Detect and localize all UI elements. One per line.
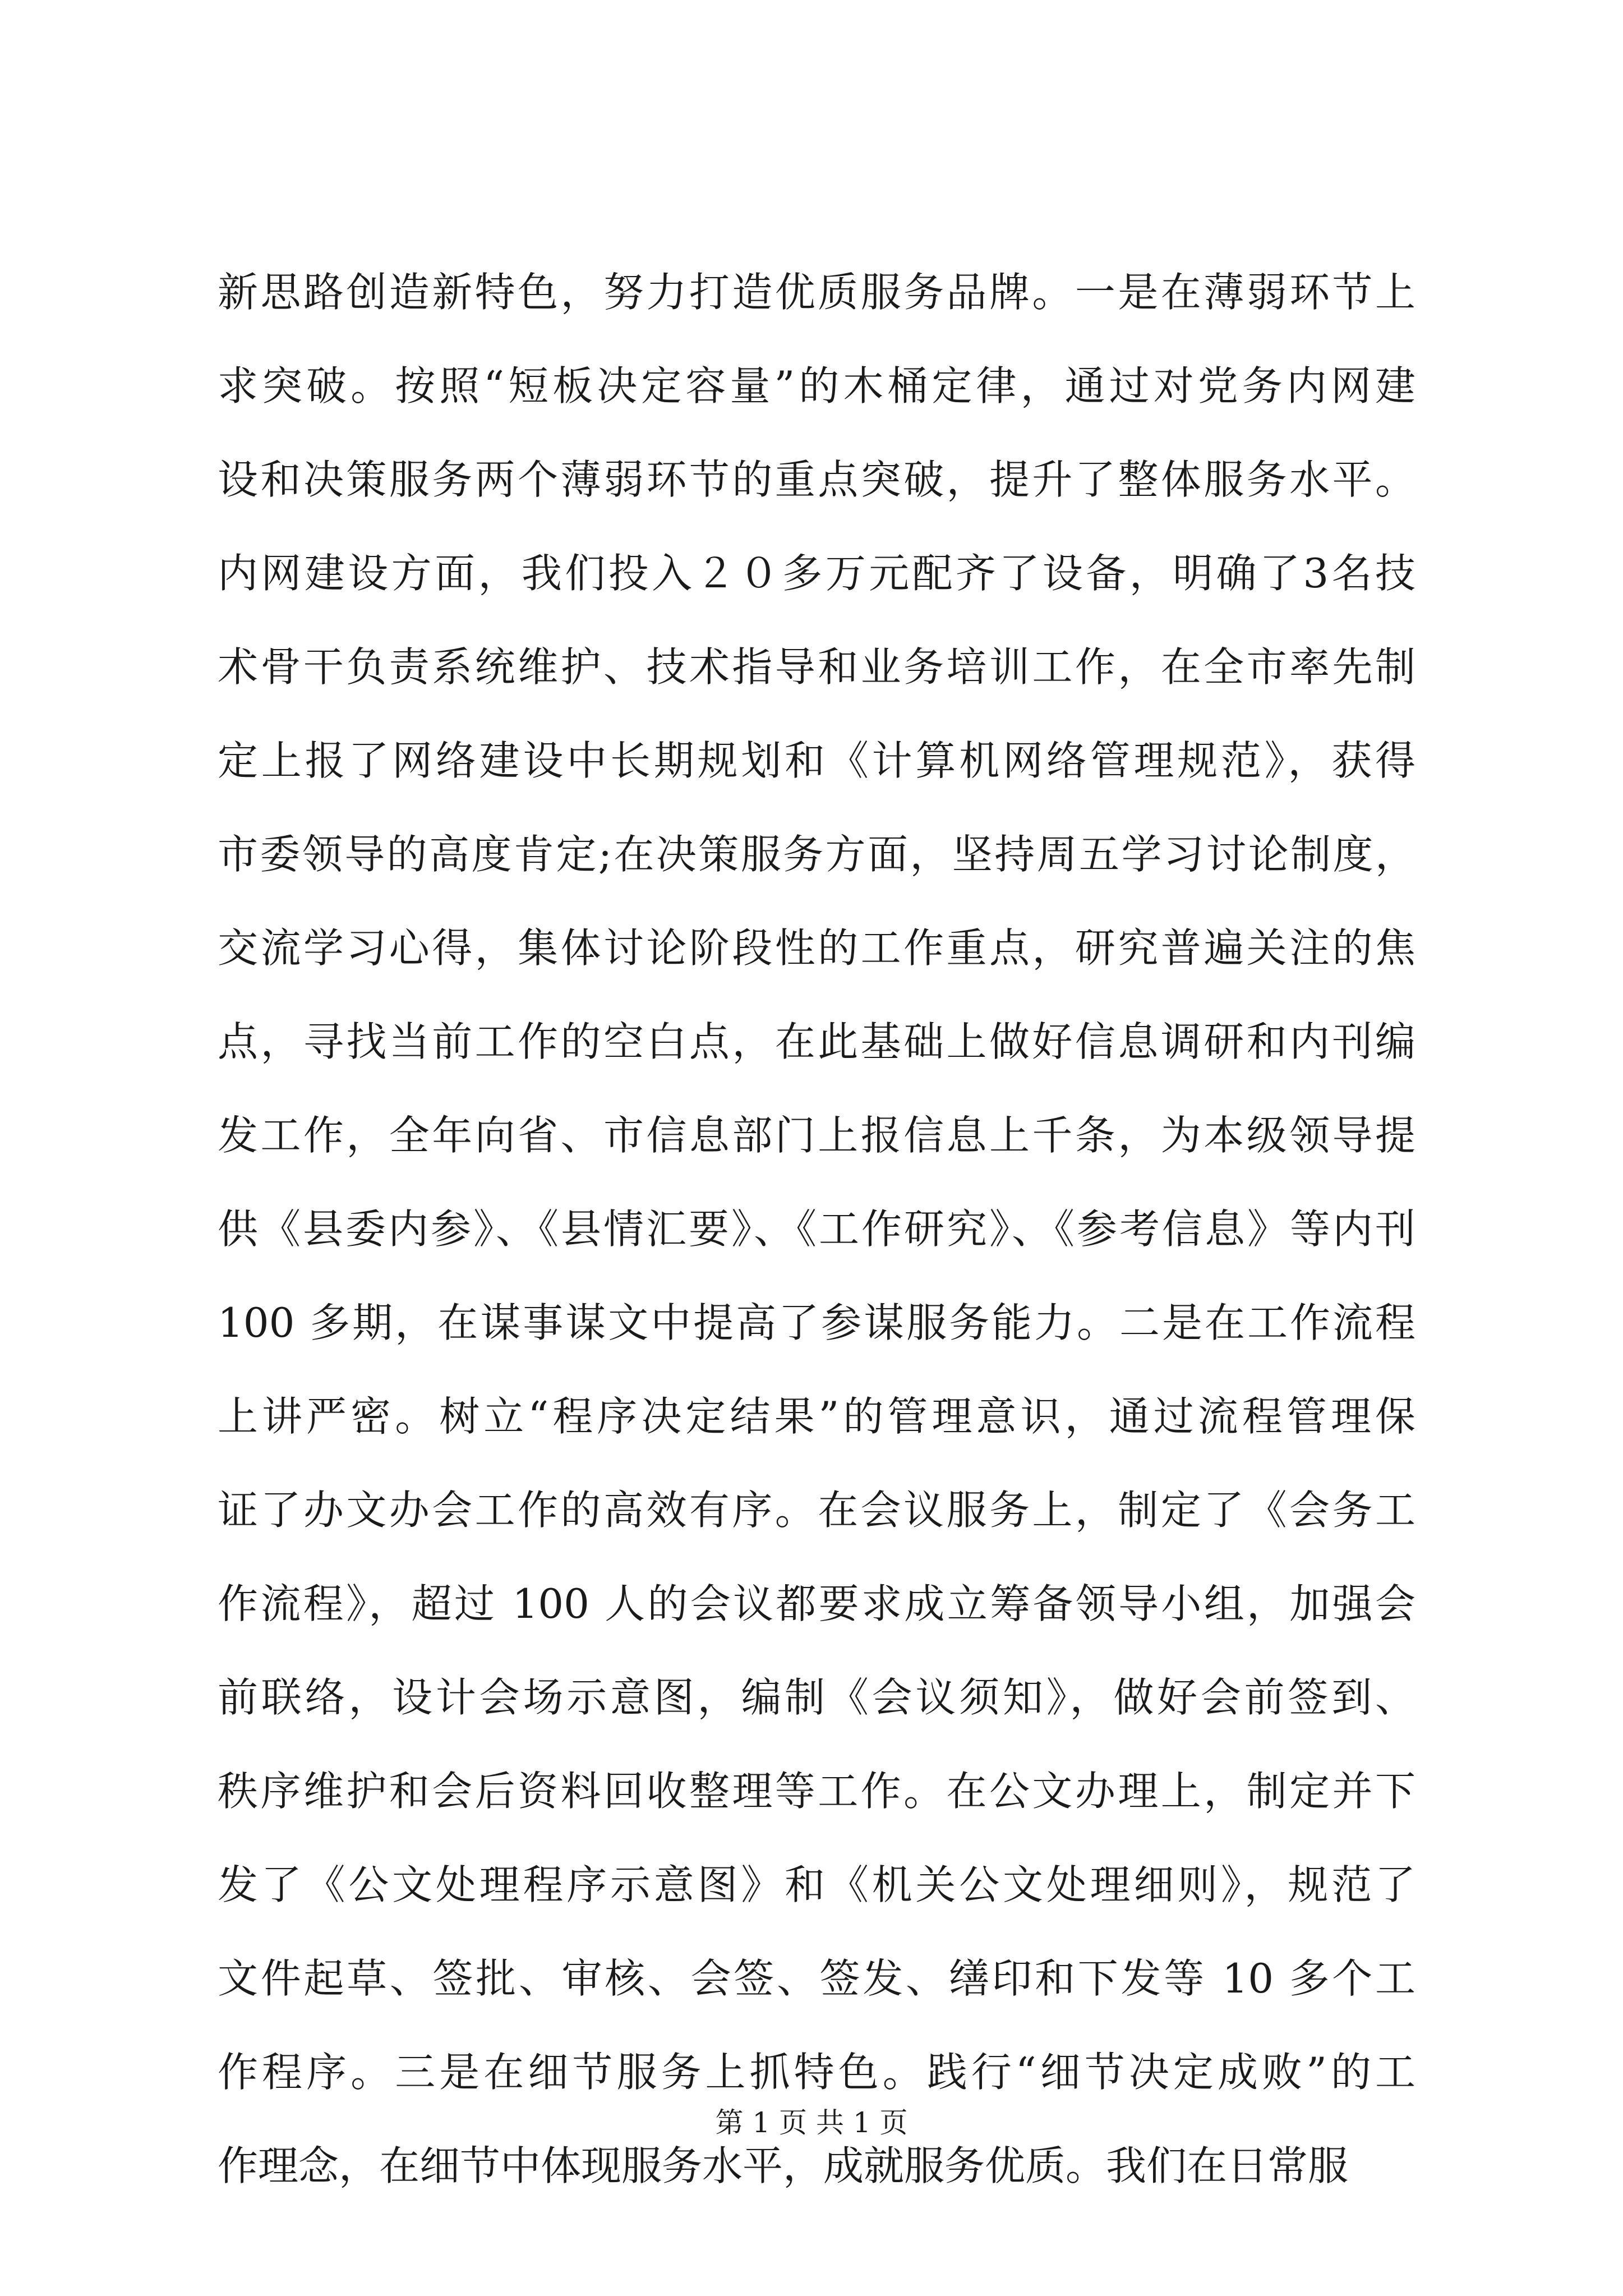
text-line: 证了办文办会工作的高效有序。在会议服务上，制定了《会务工: [218, 1487, 1415, 1534]
text-line: 发工作，全年向省、市信息部门上报信息上千条，为本级领导提: [218, 1112, 1415, 1159]
text-line: 前联络，设计会场示意图，编制《会议须知》，做好会前签到、: [218, 1674, 1415, 1721]
text-line: 求突破。按照“短板决定容量”的木桶定律，通过对党务内网建: [218, 362, 1415, 409]
text-line: 新思路创造新特色，努力打造优质服务品牌。一是在薄弱环节上: [218, 269, 1415, 316]
text-line: 术骨干负责系统维护、技术指导和业务培训工作，在全市率先制: [218, 643, 1415, 691]
body-text: [218, 246, 1415, 2213]
text-line: 定上报了网络建设中长期规划和《计算机网络管理规范》，获得: [218, 737, 1415, 784]
text-line: 供《县委内参》、《县情汇要》、《工作研究》、《参考信息》等内刊: [218, 1205, 1415, 1253]
text-line: 作程序。三是在细节服务上抓特色。践行“细节决定成败”的工: [218, 2049, 1415, 2096]
text-line: 设和决策服务两个薄弱环节的重点突破，提升了整体服务水平。: [218, 456, 1415, 503]
text-line: 市委领导的高度肯定;在决策服务方面，坚持周五学习讨论制度，: [218, 831, 1415, 878]
text-line: 点，寻找当前工作的空白点，在此基础上做好信息调研和内刊编: [218, 1018, 1415, 1065]
text-line: 上讲严密。树立“程序决定结果”的管理意识，通过流程管理保: [218, 1393, 1415, 1440]
text-line: 内网建设方面，我们投入２０多万元配齐了设备，明确了3名技: [218, 550, 1415, 597]
text-line: 秩序维护和会后资料回收整理等工作。在公文办理上，制定并下: [218, 1768, 1415, 1815]
page-footer: 第 1 页 共 1 页: [715, 2106, 908, 2139]
text-line: 发了《公文处理程序示意图》和《机关公文处理细则》，规范了: [218, 1861, 1415, 1908]
text-line: 100 多期，在谋事谋文中提高了参谋服务能力。二是在工作流程: [218, 1299, 1415, 1346]
text-line: 作流程》，超过 100 人的会议都要求成立筹备领导小组，加强会: [218, 1580, 1415, 1627]
text-line: 文件起草、签批、审核、会签、签发、缮印和下发等 10 多个工: [218, 1955, 1415, 2002]
text-line: 作理念，在细节中体现服务水平，成就服务优质。我们在日常服: [218, 2142, 1349, 2189]
text-line: 交流学习心得，集体讨论阶段性的工作重点，研究普遍关注的焦: [218, 924, 1415, 972]
